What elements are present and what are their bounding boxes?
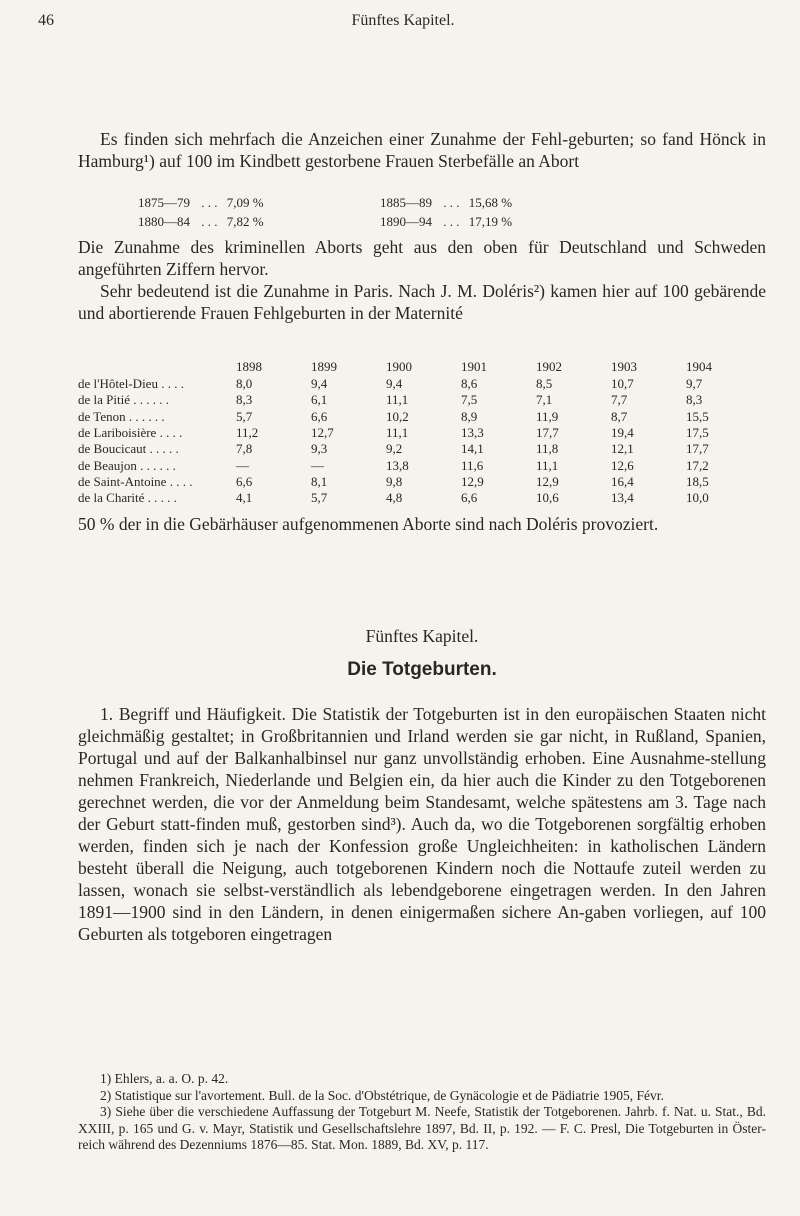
footnote: 2) Statistique sur l'avortement. Bull. de la Soc. d'Obstétrique, de Gynäcologie et de Pädiatrie 1905, Févr. — [100, 1087, 664, 1103]
chapter-title: Die Totgeburten. — [347, 659, 497, 680]
rate-cell: 17,2 — [686, 457, 709, 473]
rate-cell: 19,4 — [611, 425, 634, 441]
abort-rate-row: 1875—79 . . . 7,09 % — [138, 195, 264, 210]
rate-cell: 10,0 — [686, 490, 709, 506]
chapter-label: Fünftes Kapitel. — [365, 626, 479, 646]
rate-cell: 12,6 — [611, 457, 634, 473]
paragraph-criminal-abort: Die Zunahme des kriminellen Aborts geht aus den oben für Deutschland und Schweden angeführten Ziffern hervor. — [78, 237, 766, 279]
hospital-name: de Saint-Antoine . . . . — [78, 473, 193, 489]
hospital-name: de Lariboisière . . . . — [78, 425, 183, 441]
rate-cell: 13,4 — [611, 490, 634, 506]
hospital-name: de l'Hôtel-Dieu . . . . — [78, 376, 184, 392]
year-header: 1901 — [461, 359, 487, 374]
rate-cell: — — [311, 457, 324, 473]
rate-cell: 9,4 — [386, 376, 403, 392]
abort-rate-row: 1880—84 . . . 7,82 % — [138, 214, 264, 229]
page-number: 46 — [38, 12, 54, 29]
rate-cell: 10,6 — [536, 490, 559, 506]
rate-cell: 16,4 — [611, 473, 634, 489]
table-row — [78, 474, 761, 490]
rate-cell: 7,8 — [236, 441, 253, 457]
table-row — [78, 376, 761, 392]
year-header: 1900 — [386, 359, 412, 374]
abort-rate-row: 1885—89 . . . 15,68 % — [380, 195, 513, 210]
rate-cell: 11,1 — [536, 457, 559, 473]
hospital-name: de Boucicaut . . . . . — [78, 441, 179, 457]
rate-cell: 4,8 — [386, 490, 403, 506]
rate-cell: 8,5 — [536, 376, 553, 392]
rate-cell: 12,1 — [611, 441, 634, 457]
rate-cell: 12,9 — [461, 473, 484, 489]
table-row — [78, 409, 761, 425]
rate-cell: 7,5 — [461, 392, 478, 408]
table-row — [78, 441, 761, 457]
rate-cell: 15,5 — [686, 408, 709, 424]
rate-cell: 6,6 — [236, 473, 253, 489]
rate-cell: 17,7 — [686, 441, 709, 457]
rate-cell: 7,1 — [536, 392, 553, 408]
paragraph-abort-increase: Es finden sich mehrfach die Anzeichen einer Zunahme der Fehl-geburten; so fand Hönck in Hamburg¹) auf 100 im Kindbett gestorbene Frauen Sterbefälle an Abort — [78, 129, 766, 171]
table-header-row — [78, 358, 761, 376]
rate-cell: 6,1 — [311, 392, 328, 408]
abort-rate-row: 1890—94 . . . 17,19 % — [380, 214, 513, 229]
page-header — [38, 12, 768, 42]
rate-cell: 11,1 — [386, 425, 409, 441]
paragraph-paris: Sehr bedeutend ist die Zunahme in Paris. Nach J. M. Doléris²) kamen hier auf 100 gebärende und abortierende Frauen Fehlgeburten in der Maternité — [78, 281, 766, 323]
rate-cell: 9,3 — [311, 441, 328, 457]
paragraph-provoked: 50 % der in die Gebärhäuser aufgenommenen Aborte sind nach Doléris provoziert. — [78, 514, 659, 534]
rate-cell: 8,0 — [236, 376, 253, 392]
rate-cell: 11,1 — [386, 392, 409, 408]
rate-cell: 5,7 — [236, 408, 253, 424]
rate-cell: 6,6 — [461, 490, 478, 506]
rate-cell: — — [236, 457, 249, 473]
hospital-name: de Beaujon . . . . . . — [78, 457, 176, 473]
rate-cell: 10,2 — [386, 408, 409, 424]
rate-cell: 6,6 — [311, 408, 328, 424]
hospital-name: de la Pitié . . . . . . — [78, 392, 169, 408]
section-begriff-haeufigkeit: 1. Begriff und Häufigkeit. Die Statistik der Totgeburten ist in den europäischen Staaten nicht gleichmäßig gestaltet; in Großbritannien und Irland werden sie gar nicht, in Rußland, Spanien, Portugal und auf der Balkanhalbinsel nur ganz unvollständig erhoben. Eine Ausnahme-stellung nehmen Frankreich, Niederlande und Belgien ein, da hier auch die Kinder zu den Totgeborenen gerechnet werden, die vor der Anmeldung beim Standesamt, welche spätestens am 3. Tage nach der Geburt statt-finden muß, gestorben sind³). Auch da, wo die Totgeborenen sorgfältig erhoben werden, finden sich je nach der Konfession große Ungleichheiten: in katholischen Ländern besteht überall die Neigung, auch totgeborenen Kindern noch die Nottaufe zuteil werden zu lassen, wonach sie selbst-verständlich als lebendgeborene eingetragen werden. In den Jahren 1891—1900 sind in den Ländern, in denen einigermaßen sichere An-gaben vorliegen, auf 100 Geburten als totgeboren eingetragen — [78, 704, 766, 944]
paris-maternity-table — [78, 358, 761, 506]
rate-cell: 10,7 — [611, 376, 634, 392]
rate-cell: 11,9 — [536, 408, 559, 424]
rate-cell: 17,7 — [536, 425, 559, 441]
rate-cell: 8,3 — [686, 392, 703, 408]
table-row — [78, 457, 761, 473]
year-header: 1904 — [686, 359, 712, 374]
hospital-name: de la Charité . . . . . — [78, 490, 177, 506]
table-row — [78, 490, 761, 506]
rate-cell: 12,9 — [536, 473, 559, 489]
table-row — [78, 425, 761, 441]
rate-cell: 12,7 — [311, 425, 334, 441]
rate-cell: 17,5 — [686, 425, 709, 441]
rate-cell: 18,5 — [686, 473, 709, 489]
year-header: 1898 — [236, 359, 262, 374]
rate-cell: 8,9 — [461, 408, 478, 424]
rate-cell: 8,7 — [611, 408, 628, 424]
rate-cell: 14,1 — [461, 441, 484, 457]
rate-cell: 9,4 — [311, 376, 328, 392]
year-header: 1902 — [536, 359, 562, 374]
running-title: Fünftes Kapitel. — [351, 12, 455, 29]
rate-cell: 13,8 — [386, 457, 409, 473]
rate-cell: 7,7 — [611, 392, 628, 408]
rate-cell: 11,2 — [236, 425, 259, 441]
rate-cell: 8,1 — [311, 473, 328, 489]
rate-cell: 5,7 — [311, 490, 328, 506]
rate-cell: 4,1 — [236, 490, 253, 506]
footnote: 3) Siehe über die verschiedene Auffassung der Totgeburt M. Neefe, Statistik der Totgeborenen. Jahrb. f. Nat. u. Stat., Bd. XXIII, p. 165 und G. v. Mayr, Statistik und Gesellschaftslehre 1897, Bd. II, p. 192. — F. C. Presl, Die Totgeburten in Öster-reich während des Dezenniums 1876—85. Stat. Mon. 1889, Bd. XV, p. 117. — [78, 1104, 766, 1152]
rate-cell: 13,3 — [461, 425, 484, 441]
footnote: 1) Ehlers, a. a. O. p. 42. — [100, 1071, 229, 1086]
year-header: 1899 — [311, 359, 337, 374]
rate-cell: 11,6 — [461, 457, 484, 473]
year-header: 1903 — [611, 359, 637, 374]
hospital-name: de Tenon . . . . . . — [78, 408, 165, 424]
table-row — [78, 392, 761, 408]
rate-cell: 9,2 — [386, 441, 403, 457]
rate-cell: 11,8 — [536, 441, 559, 457]
rate-cell: 8,3 — [236, 392, 253, 408]
rate-cell: 9,8 — [386, 473, 403, 489]
rate-cell: 9,7 — [686, 376, 703, 392]
rate-cell: 8,6 — [461, 376, 478, 392]
footnotes — [78, 1071, 766, 1154]
